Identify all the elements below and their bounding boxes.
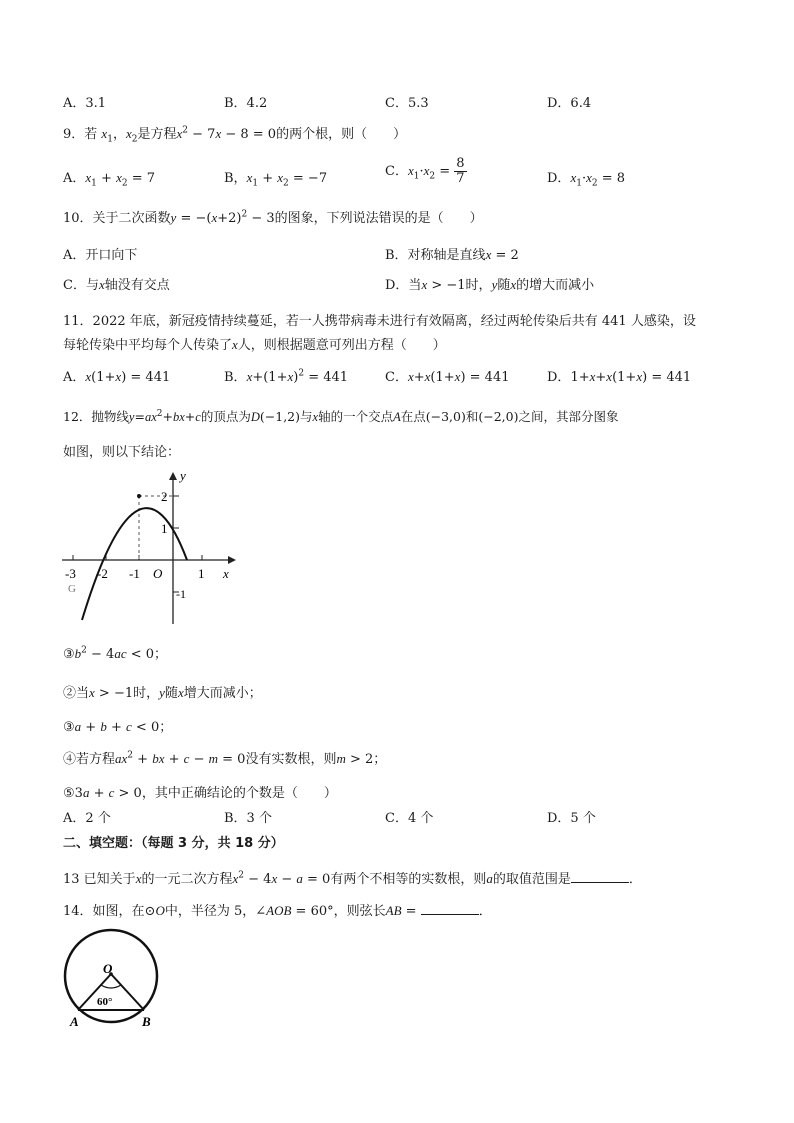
q8-option-a: A．3.1	[63, 96, 107, 111]
circle-figure	[60, 926, 162, 1032]
q9-stem-end: 的两个根，则（ ）	[276, 127, 407, 142]
q12-option-c: C．4 个	[385, 811, 434, 826]
q11-option-c: C．x+x(1+x) = 441	[385, 369, 510, 385]
q12-line2: 如图，则以下结论：	[63, 445, 181, 460]
x-tick-label-neg2: -2	[97, 566, 108, 581]
q9-option-b: B，$x_1 + x_2 = -7$	[224, 170, 328, 189]
label-a: A	[70, 1014, 79, 1029]
x-tick-label-neg3: -3	[65, 566, 76, 581]
q9-option-d: D．$x_1\cdot x_2 = 8$	[547, 170, 626, 189]
q8-option-c: C．5.3	[385, 96, 429, 111]
q14-answer-blank[interactable]	[421, 902, 479, 915]
parabola-graph	[60, 466, 240, 626]
q10-option-a: A．开口向下	[63, 248, 138, 263]
q9-option-c: C．$x_1\cdot x_2$ = $\frac{8}{7}$	[385, 156, 465, 186]
q13-answer-blank[interactable]	[571, 870, 629, 883]
angle-label: 60°	[97, 996, 113, 1008]
q12-option-d: D．5 个	[547, 811, 596, 826]
q10-option-c: C．与x轴没有交点	[63, 277, 170, 293]
q11-line2: 每轮传染中平均每个人传染了x人，则根据题意可列出方程（ ）	[63, 337, 446, 353]
q12-statement-3: ③a + b + c < 0；	[63, 719, 173, 735]
x-tick-label-1: 1	[198, 566, 205, 581]
y-axis-label: y	[180, 468, 186, 483]
y-tick-label-1: 1	[161, 521, 168, 536]
section-2-title: 二、填空题：（每题 3 分，共 18 分）	[63, 836, 284, 851]
q9-prefix: 9．若	[63, 127, 98, 142]
label-o: O	[103, 961, 113, 976]
q10-option-b: B．对称轴是直线x = 2	[385, 247, 519, 263]
q8-option-b: B．4.2	[224, 96, 268, 111]
y-tick-label-neg1: -1	[176, 587, 186, 601]
q12-statement-5: ⑤3a + c > 0，其中正确结论的个数是（ ）	[63, 785, 337, 801]
q12-statement-2: ②当x > −1时，y随x增大而减小；	[63, 685, 262, 701]
angle-arc	[101, 985, 121, 988]
radius-ob	[111, 974, 144, 1010]
q12-option-b: B．3 个	[224, 811, 272, 826]
x-axis-label: x	[223, 566, 229, 581]
origin-label: O	[153, 566, 163, 581]
q11-line1: 11．2022 年底，新冠疫情持续蔓延，若一人携带病毒未进行有效隔离，经过两轮传染后共有 441 人感染，设	[63, 314, 696, 329]
stray-mark: G	[68, 583, 76, 595]
q12-stem: 12．抛物线$y=ax^2+bx+c$的顶点为D(−1,2)与x轴的一个交点A在点(−3,0)和(−2,0)之间，其部分图象	[63, 408, 619, 424]
q11-option-a: A．x(1+x) = 441	[63, 369, 171, 385]
q13-stem: 13 已知关于x的一元二次方程$x^2 - 4x - a = 0$有两个不相等的实数根，则a的取值范围是 ．	[63, 870, 642, 887]
q11-option-b: B．$x+(1+x)^2 = 441$	[224, 368, 349, 385]
q14-stem: 14．如图，在⊙O中，半径为 5，∠AOB = 60°，则弦长AB = ．	[63, 903, 492, 919]
vertex-point	[137, 494, 141, 498]
q12-statement-1: $③b^2 - 4ac < 0$；	[63, 645, 168, 662]
q12-option-a: A．2 个	[63, 811, 111, 826]
q9-option-a: A．$x_1 + x_2 = 7$	[63, 170, 156, 189]
y-tick-label-2: 2	[161, 489, 168, 504]
x-tick-label-neg1: -1	[129, 566, 140, 581]
q9-stem-mid: 是方程	[137, 127, 177, 142]
q10-option-d: D．当x > −1时，y随x的增大而减小	[385, 277, 595, 293]
q11-option-d: D．1+x+x(1+x) = 441	[547, 369, 692, 385]
q8-option-d: D．6.4	[547, 96, 592, 111]
q10-stem: 10．关于二次函数$y = -(x+2)^2 - 3$的图象，下列说法错误的是（ ）	[63, 209, 483, 226]
q12-statement-4: ④若方程$ax^2$ + bx + c − m = 0没有实数根，则m > 2；	[63, 750, 387, 767]
q9-stem: 9．若 $x_1$，$x_2$是方程$x^2 - 7x - 8 = 0$的两个根，则（ ）	[63, 125, 407, 145]
label-b: B	[142, 1014, 151, 1029]
